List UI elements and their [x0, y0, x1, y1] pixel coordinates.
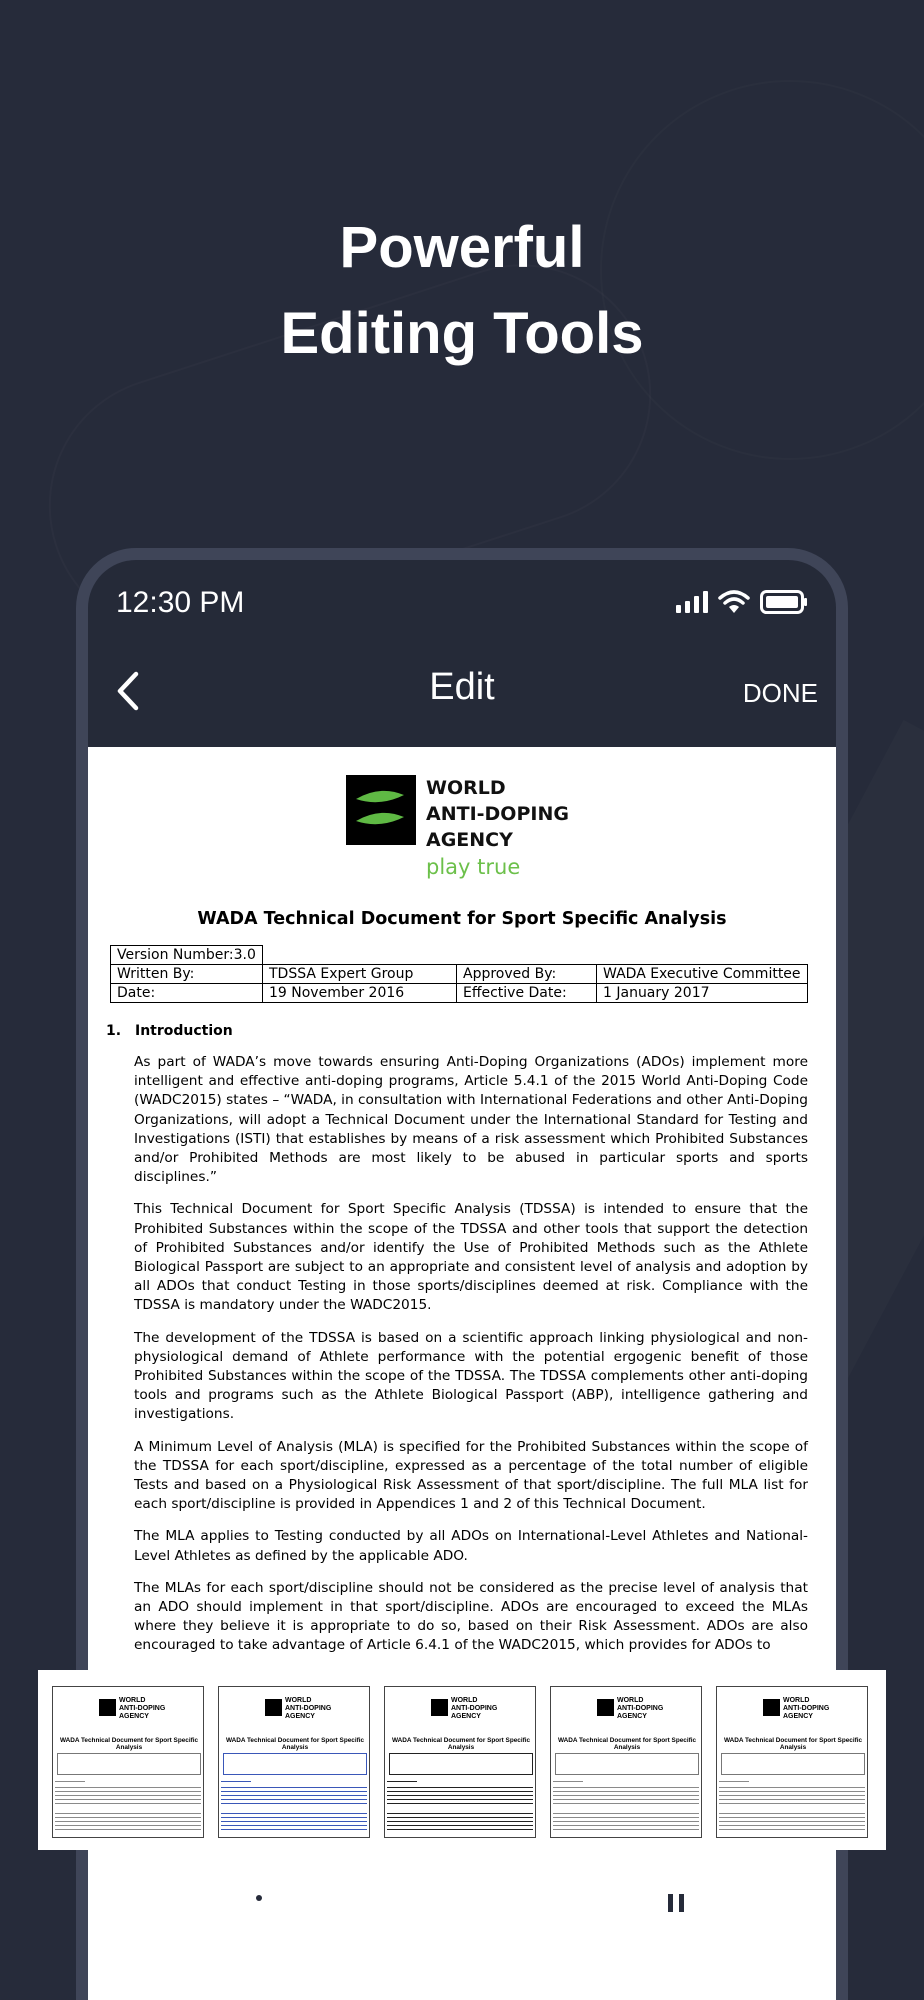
- document-body: [134, 1053, 808, 1669]
- page-thumbnail[interactable]: WORLD ANTI-DOPING AGENCY WADA Technical Document for Sport Specific Analysis: [716, 1686, 868, 1838]
- wada-tagline: play true: [426, 855, 521, 879]
- trash-icon: [648, 1870, 704, 1926]
- thumbnail-logo-icon: [265, 1699, 282, 1716]
- status-icons: [676, 590, 808, 614]
- page-thumbnail-strip: [38, 1670, 886, 1850]
- document-info-table: [110, 945, 808, 1003]
- wada-logo: [346, 775, 606, 885]
- page-thumbnail[interactable]: WORLD ANTI-DOPING AGENCY WADA Technical Document for Sport Specific Analysis: [384, 1686, 536, 1838]
- thumbnail-logo-icon: [763, 1699, 780, 1716]
- section-number: 1.: [106, 1023, 122, 1039]
- cellular-signal-icon: [676, 591, 708, 613]
- page-title: Edit: [429, 666, 495, 708]
- page-thumbnail[interactable]: WORLD ANTI-DOPING AGENCY WADA Technical Document for Sport Specific Analysis: [52, 1686, 204, 1838]
- scan-frame-icon: [372, 1870, 428, 1926]
- pen-nib-icon: [226, 1870, 282, 1926]
- signature-label: Signature: [198, 1940, 310, 1970]
- approved-by-label: Approved By:: [457, 965, 597, 984]
- headline-line-1: Powerful: [339, 215, 585, 280]
- wada-logo-text: WORLD ANTI-DOPING AGENCY: [426, 777, 569, 851]
- paragraph: As part of WADA’s move towards ensuring Anti-Doping Organizations (ADOs) implement more intelligent and effective anti-doping programs, Article 5.4.1 of the 2015 World Anti-Doping Code (WADC2015) states – “WADA, in consultation with International Federations and other Anti-Doping Organizations, will adopt a Technical Document under the International Standard for Testing and Investigations (ISTI) that establishes by means of a risk assessment which Prohibited Substances and/or Prohibited Methods are most likely to be abused in particular sports and sports disciplines.”: [134, 1054, 808, 1186]
- done-button[interactable]: DONE: [742, 678, 818, 708]
- date-label: Date:: [111, 984, 263, 1003]
- share-button[interactable]: [460, 1870, 600, 1971]
- paragraph: A Minimum Level of Analysis (MLA) is specified for the Prohibited Substances within the scope of the TDSSA for each sport/discipline, expressed as a percentage of the total number of eligible Tests and based on a Physiological Risk Assessment of that sport/discipline. The full MLA list for each sport/discipline is provided in Appendices 1 and 2 of this Technical Document.: [134, 1438, 808, 1513]
- paragraph: This Technical Document for Sport Specific Analysis (TDSSA) is intended to ensure that the Prohibited Substances within the scope of the TDSSA and other tools that support the detection of Prohibited Substances and/or identify the Use of Prohibited Methods such as the Athlete Biological Passport are subject to an appropriate and consistent level of analysis and adoption by all ADOs that conduct Testing in those sports/disciplines deemed at risk. Compliance with the TDSSA is mandatory under the WADC2015.: [134, 1201, 808, 1314]
- paragraph: The MLA applies to Testing conducted by all ADOs on International-Level Athletes and National-Level Athletes as defined by the applicable ADO.: [134, 1528, 808, 1564]
- wada-logo-mark: [346, 775, 416, 845]
- date-value: 19 November 2016: [263, 984, 457, 1003]
- effective-date-value: 1 January 2017: [597, 984, 808, 1003]
- section-heading: Introduction: [135, 1023, 233, 1039]
- headline-line-2: Editing Tools: [280, 301, 644, 366]
- wada-leaf-icon: [346, 775, 416, 845]
- bottom-toolbar: [0, 1870, 924, 2000]
- paragraph: The MLAs for each sport/discipline should not be considered as the precise level of analysis that an ADO should implement in that sport/discipline. ADOs are encouraged to exceed the MLAs where they believe it is appropriate to do so, based on their Risk Assessment. ADOs are also encouraged to take advantage of Article 6.4.1 of the WADC2015, which provides for ADOs to: [134, 1579, 808, 1654]
- written-by-value: TDSSA Expert Group: [263, 965, 457, 984]
- nav-bar: [88, 644, 836, 744]
- share-label: Share: [495, 1940, 565, 1970]
- ocr-button[interactable]: [330, 1870, 470, 1971]
- thumbnail-logo-icon: [597, 1699, 614, 1716]
- document-title: WADA Technical Document for Sport Specific Analysis: [197, 909, 727, 929]
- signature-button[interactable]: [184, 1870, 324, 1971]
- effective-date-label: Effective Date:: [457, 984, 597, 1003]
- share-icon: [502, 1870, 558, 1926]
- status-time: 12:30 PM: [116, 586, 245, 619]
- delete-button[interactable]: [606, 1870, 746, 1971]
- written-by-label: Written By:: [111, 965, 263, 984]
- thumbnail-logo-icon: [431, 1699, 448, 1716]
- paragraph: The development of the TDSSA is based on a scientific approach linking physiological and non-physiological demand of Athlete performance with the potential ergogenic benefit of those Prohibited Substances within the scope of the TDSSA. The TDSSA complements other anti-doping tools and programs such as the Athlete Biological Passport (ABP), intelligence gathering and investigations.: [134, 1329, 808, 1423]
- thumbnail-logo-icon: [99, 1699, 116, 1716]
- ocr-label: OCR: [371, 1940, 429, 1970]
- status-bar: [88, 560, 836, 644]
- page-thumbnail[interactable]: WORLD ANTI-DOPING AGENCY WADA Technical Document for Sport Specific Analysis: [218, 1686, 370, 1838]
- battery-icon: [760, 590, 808, 614]
- version-cell: Version Number:3.0: [111, 946, 263, 965]
- delete-label: Delete: [638, 1940, 714, 1970]
- page-thumbnail[interactable]: WORLD ANTI-DOPING AGENCY WADA Technical Document for Sport Specific Analysis: [550, 1686, 702, 1838]
- promo-headline: [0, 205, 924, 377]
- approved-by-value: WADA Executive Committee: [597, 965, 808, 984]
- wifi-icon: [718, 590, 750, 614]
